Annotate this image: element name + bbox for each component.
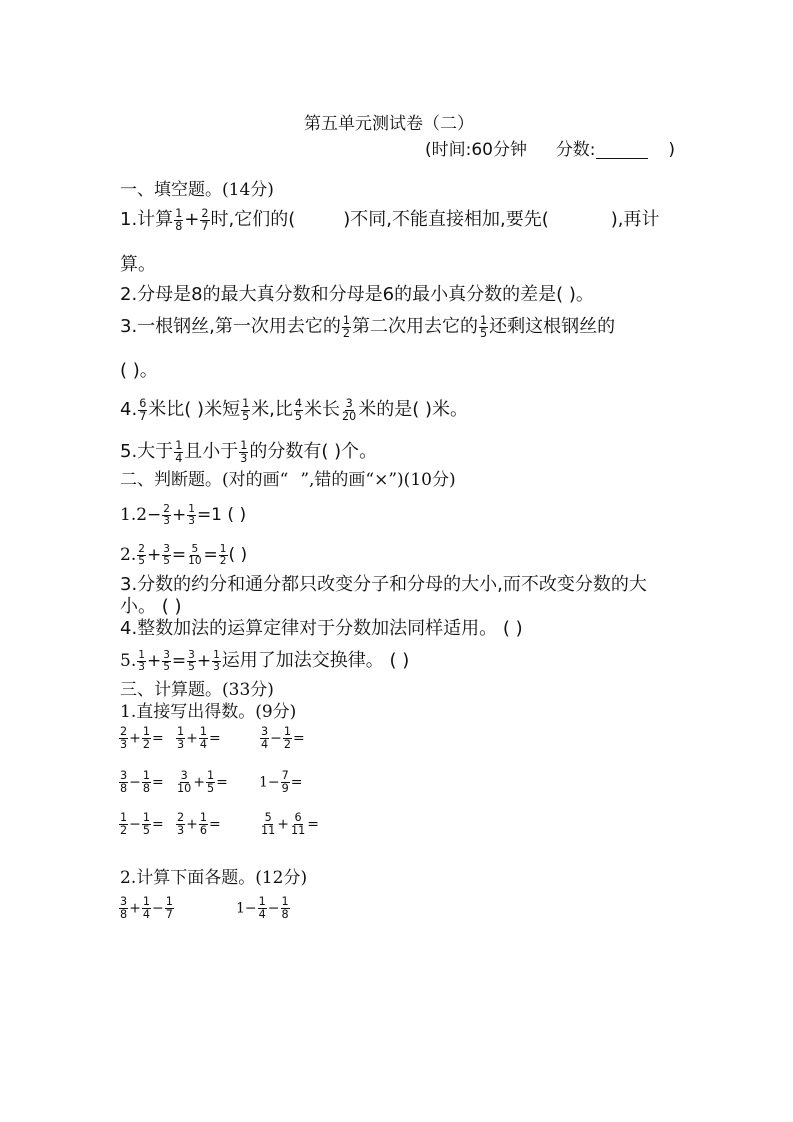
- operator: −: [129, 816, 141, 833]
- operator: −: [267, 774, 280, 791]
- fraction: $\frac{7}{9}$: [281, 769, 289, 795]
- j1-text-a: 1.2−: [120, 505, 162, 526]
- score-blank[interactable]: [596, 144, 648, 159]
- fraction: $\frac{2}{3}$: [177, 811, 185, 837]
- operator: +: [196, 651, 212, 672]
- q4-text-e: 米的是( )米。: [358, 399, 469, 421]
- whole-number: 1: [236, 900, 245, 917]
- judgement-1: [120, 504, 246, 527]
- fraction: $\frac{1}{4}$: [175, 439, 183, 465]
- fraction: $\frac{3}{5}$: [188, 649, 195, 674]
- section-fill-blank-title: 一、填空题。(14分): [120, 180, 274, 200]
- fraction: $\frac{1}{4}$: [142, 895, 150, 921]
- fraction: $\frac{1}{4}$: [258, 895, 266, 921]
- fraction: $\frac{3}{8}$: [120, 895, 128, 921]
- time-info: (时间:60分钟: [425, 140, 527, 160]
- question-5: [120, 440, 377, 464]
- fraction: $\frac{1}{7}$: [165, 895, 173, 921]
- equals: =: [208, 730, 221, 747]
- q3-text-b: 第二次用去它的: [352, 316, 479, 338]
- judgement-3: 3.分数的约分和通分都只改变分子和分母的大小,而不改变分数的大: [120, 574, 647, 595]
- j5-text-a: 5.: [120, 651, 137, 672]
- operator: −: [267, 900, 280, 917]
- judgement-5: [120, 650, 409, 673]
- operator: +: [146, 545, 162, 566]
- whole-number: 1: [259, 774, 268, 791]
- equals: =: [307, 816, 319, 833]
- fraction: $\frac{3}{8}$: [120, 769, 128, 795]
- time-score-line: [425, 142, 675, 159]
- equals: =: [171, 651, 187, 672]
- fraction: $\frac{1}{3}$: [240, 439, 248, 465]
- fraction: $\frac{5}{10}$: [188, 543, 202, 568]
- q4-text-d: 米长: [304, 399, 341, 421]
- question-3: [120, 315, 615, 339]
- operator: +: [193, 774, 205, 791]
- fraction: $\frac{1}{8}$: [281, 895, 289, 921]
- section-judgement-title: [120, 472, 456, 489]
- fraction: $\frac{1}{3}$: [213, 649, 220, 674]
- equals: =: [151, 816, 164, 833]
- calc-part-1-title: 1.直接写出得数。(9分): [120, 702, 297, 722]
- score-label: 分数:: [555, 140, 596, 160]
- fraction: $\frac{1}{2}$: [142, 725, 150, 751]
- operator: +: [186, 730, 198, 747]
- q1-text-a: 1.计算: [120, 209, 174, 231]
- question-3-answer: ( )。: [120, 360, 158, 381]
- q5-text-c: 的分数有( )个。: [249, 441, 378, 463]
- section-2-text-b: ”,错的画“×”)(10分): [300, 470, 456, 490]
- calc-expression: [259, 726, 305, 751]
- fraction: $\frac{1}{5}$: [242, 397, 250, 423]
- operator: +: [184, 209, 200, 231]
- calc-expression: [175, 812, 221, 837]
- q4-text-a: 4.: [120, 399, 138, 421]
- calc-part-2-title: 2.计算下面各题。(12分): [120, 868, 308, 888]
- fraction: $\frac{2}{3}$: [163, 503, 170, 528]
- q5-text-a: 5.大于: [120, 441, 174, 463]
- q5-text-b: 且小于: [184, 441, 239, 463]
- j2-text-a: 2.: [120, 545, 137, 566]
- calc-expression: [118, 770, 164, 795]
- operator: +: [186, 816, 198, 833]
- fraction: $\frac{1}{3}$: [138, 649, 145, 674]
- fraction: $\frac{1}{8}$: [142, 769, 150, 795]
- calc-expression: [118, 896, 175, 921]
- fraction: $\frac{1}{5}$: [142, 811, 150, 837]
- fraction: $\frac{3}{20}$: [342, 397, 357, 423]
- section-2-text-a: 二、判断题。(对的画“: [120, 470, 289, 490]
- fraction: $\frac{6}{11}$: [290, 811, 306, 837]
- operator: −: [270, 730, 282, 747]
- fraction: $\frac{2}{5}$: [138, 543, 145, 568]
- operator: −: [129, 774, 141, 791]
- q3-text-c: 还剩这根钢丝的: [489, 316, 616, 338]
- page-title: 第五单元测试卷（二）: [304, 114, 474, 134]
- q1-text-d: ),再计: [610, 209, 660, 231]
- calc-expression: [259, 812, 319, 837]
- question-1: [120, 208, 660, 232]
- fraction: $\frac{5}{11}$: [261, 811, 276, 837]
- calc-expression: [175, 770, 228, 795]
- calc-expression: [175, 726, 221, 751]
- fraction: $\frac{4}{5}$: [294, 397, 303, 423]
- section-calculation-title: 三、计算题。(33分): [120, 680, 274, 700]
- operator: +: [171, 505, 187, 526]
- operator: +: [129, 730, 141, 747]
- operator: +: [146, 651, 162, 672]
- operator: +: [129, 900, 141, 917]
- fraction: $\frac{3}{4}$: [261, 725, 269, 751]
- equals: =: [151, 774, 164, 791]
- fraction: $\frac{2}{3}$: [120, 725, 128, 751]
- fraction: $\frac{1}{3}$: [188, 503, 195, 528]
- equals: =: [292, 730, 305, 747]
- fraction: $\frac{1}{6}$: [199, 811, 207, 837]
- fraction: $\frac{3}{5}$: [163, 543, 170, 568]
- judgement-4: 4.整数加法的运算定律对于分数加法同样适用。 ( ): [120, 618, 523, 639]
- q4-text-b: 米比( )米短: [148, 399, 241, 421]
- j1-text-b: =1 ( ): [196, 505, 247, 526]
- j2-text-b: ( ): [228, 545, 248, 566]
- operator: +: [277, 816, 289, 833]
- q1-text-b: 时,它们的(: [210, 209, 296, 231]
- q4-text-c: 米,比: [251, 399, 293, 421]
- equals: =: [151, 730, 164, 747]
- calc-expression: [259, 770, 303, 795]
- fraction: $\frac{1}{3}$: [177, 725, 185, 751]
- fraction: $\frac{3}{5}$: [163, 649, 170, 674]
- calc-expression: [118, 726, 164, 751]
- calc-expression: [236, 896, 291, 921]
- calc-expression: [118, 812, 164, 837]
- fraction: $\frac{1}{2}$: [342, 314, 351, 340]
- fraction: $\frac{1}{5}$: [206, 769, 215, 795]
- fraction: $\frac{1}{2}$: [219, 543, 227, 568]
- q3-text-a: 3.一根钢丝,第一次用去它的: [120, 316, 341, 338]
- question-2: 2.分母是8的最大真分数和分母是6的最小真分数的差是( )。: [120, 284, 594, 305]
- fraction: $\frac{1}{5}$: [480, 314, 488, 340]
- equals: =: [290, 774, 303, 791]
- fraction: $\frac{6}{7}$: [139, 397, 147, 423]
- equals: =: [208, 816, 221, 833]
- judgement-2: [120, 544, 247, 567]
- fraction: $\frac{1}{2}$: [120, 811, 128, 837]
- fraction: $\frac{3}{10}$: [177, 769, 192, 795]
- fraction: $\frac{1}{8}$: [175, 207, 183, 233]
- question-4: [120, 398, 468, 422]
- operator: −: [244, 900, 257, 917]
- equals: =: [216, 774, 228, 791]
- operator: −: [151, 900, 164, 917]
- fraction: $\frac{1}{4}$: [199, 725, 207, 751]
- equals: =: [171, 545, 187, 566]
- score-close: ): [668, 140, 675, 160]
- fraction: $\frac{2}{7}$: [201, 207, 209, 233]
- fraction: $\frac{1}{2}$: [283, 725, 291, 751]
- equals: =: [203, 545, 218, 566]
- j5-text-b: 运用了加法交换律。 ( ): [221, 650, 410, 672]
- judgement-3-continued: 小。 ( ): [120, 596, 182, 617]
- q1-text-c: )不同,不能直接相加,要先(: [343, 209, 549, 231]
- question-1-continued: 算。: [120, 254, 156, 275]
